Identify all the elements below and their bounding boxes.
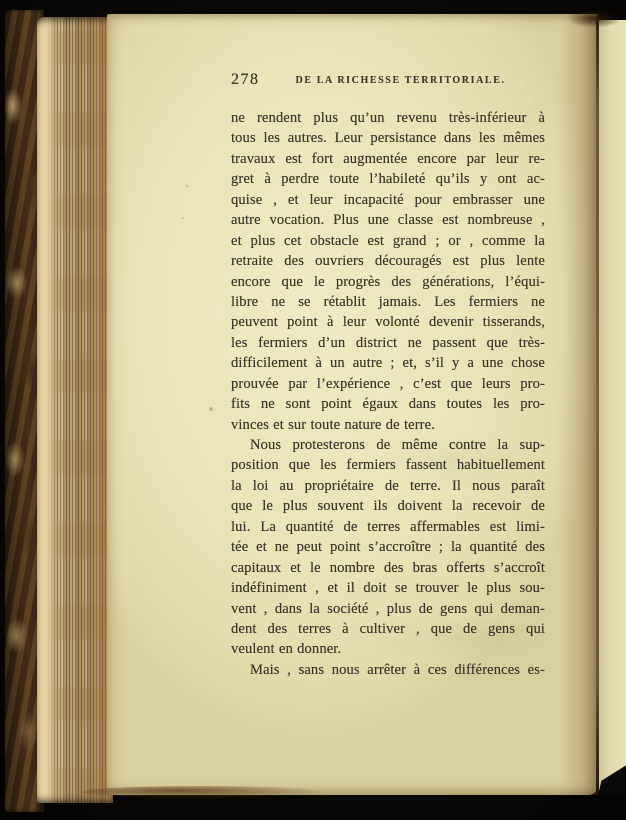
text-line: tous les autres. Leur persistance dans les mêmes (231, 130, 545, 147)
text-line: capitaux et le nombre des bras offerts s’accroît (231, 559, 545, 576)
text-line: fits ne sont point égaux dans toutes les pro- (231, 396, 545, 413)
page-number: 278 (231, 71, 260, 88)
book-page (107, 14, 598, 795)
text-line: Nous protesterons de même contre la sup- (250, 437, 545, 453)
page-fore-edge-stack (37, 17, 113, 803)
text-line: position que les fermiers fassent habituellement (231, 457, 545, 474)
page-bottom-under-edge (82, 786, 322, 798)
text-line: quise , et leur incapacité pour embrasser une (231, 191, 545, 208)
text-line: que le plus souvent ils doivent la recevoir de (231, 498, 545, 515)
text-line: dent des terres à cultiver , que de gens qui (231, 620, 545, 637)
facing-page-sliver (599, 20, 626, 790)
text-line: indéfiniment , et il doit se trouver le plus sou- (231, 580, 545, 597)
text-line: autre vocation. Plus une classe est nombreuse , (231, 212, 545, 229)
text-line: Mais , sans nous arrêter à ces différences es- (250, 661, 545, 678)
text-line: travaux est fort augmentée encore par leur re- (231, 150, 545, 167)
text-line: libre ne se rétablit jamais. Les fermiers ne (231, 293, 545, 310)
gutter-shadow (560, 14, 598, 795)
text-line: tée et ne peut point s’accroître ; la quantité des (231, 539, 545, 556)
text-line: lui. La quantité de terres affermables est limi- (231, 518, 545, 535)
text-line: vent , dans la société , plus de gens qui deman- (231, 600, 545, 617)
running-title: DE LA RICHESSE TERRITORIALE. (295, 75, 506, 86)
text-line: retraite des ouvriers découragés est plus lente (231, 253, 545, 270)
text-line: les fermiers d’un district ne passent que très- (231, 334, 545, 351)
text-line: encore que le progrès des générations, l’équi- (231, 273, 545, 290)
text-line: et plus cet obstacle est grand ; or , comme la (231, 232, 545, 249)
body-text (231, 108, 545, 680)
page-header (231, 71, 545, 93)
text-line: gret à perdre toute l’habileté qu’ils y ont ac- (231, 171, 545, 188)
printed-text-block (231, 71, 545, 678)
text-line: difficilement à un autre ; et, s’il y a une chose (231, 355, 545, 372)
text-line: ne rendent plus qu’un revenu très-inférieur à (231, 110, 545, 126)
text-line: veulent en donner. (231, 641, 342, 658)
text-line: prouvée par l’expérience , c’est que leurs pro- (231, 375, 545, 392)
gutter-top-smudge (566, 12, 618, 28)
text-line: vinces et sur toute nature de terre. (231, 416, 435, 433)
text-line: peuvent point à leur volonté devenir tisserands, (231, 314, 545, 331)
text-line: la loi au propriétaire de terre. Il nous paraît (231, 477, 545, 494)
